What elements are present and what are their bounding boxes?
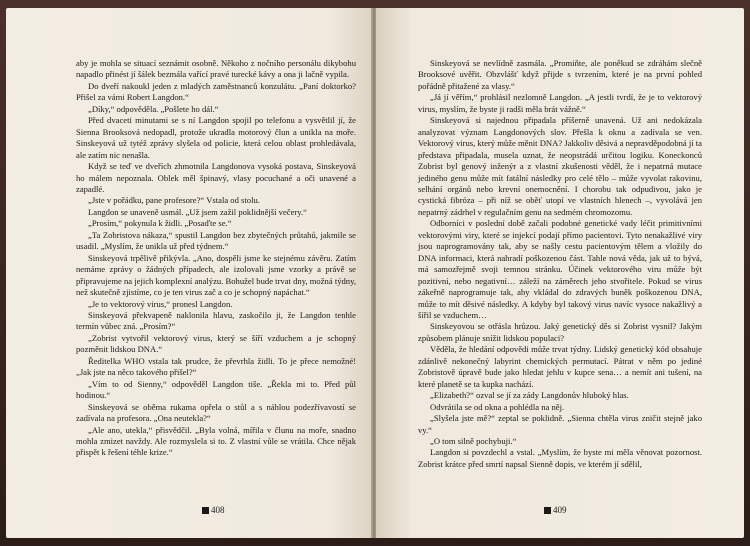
paragraph: Sinskeyovou se otřásla hrůzou. Jaký genetický děs si Zobrist vysnil? Jakým způsobem plánuje snížit lidskou populaci? xyxy=(418,321,702,343)
paragraph: „Ale ano, utekla,“ přisvědčil. „Byla volná, mířila v člunu na moře, snadno mohla zmizet navždy. Ale rozmyslela si to. Z vlastní vůle se vrátila. Chce nějak přispět k řešení téhle krize.“ xyxy=(76,424,356,458)
paragraph: „Elizabeth?“ ozval se jí za zády Langdonův hluboký hlas. xyxy=(430,390,629,401)
paragraph: Langdon se unaveně usmál. „Už jsem zažil poklidnější večery.“ xyxy=(88,206,307,217)
paragraph: „Prosím,“ pokynula k židli. „Posaďte se.“ xyxy=(88,218,232,229)
paragraph: Sinskeyová se nevlídně zasmála. „Promiňte, ale poněkud se zdráhám slečně Brooksové uvěřit. Obzvlášť když přijde s tvrzením, které je na první pohled pořádně přitažené za vlasy.“ xyxy=(418,58,702,91)
page-number-text: 409 xyxy=(553,505,567,515)
page-number-text: 408 xyxy=(211,505,225,515)
page-number xyxy=(202,505,225,515)
paragraph: „Ta Zobristova nákaza,“ spustil Langdon bez zbytečných průtahů, jakmile se usadil. „Myslím, že unikla už před týdnem.“ xyxy=(76,229,356,252)
paragraph: „Jste v pořádku, pane profesore?“ Vstala od stolu. xyxy=(88,195,260,206)
right-page-text xyxy=(418,58,702,470)
paragraph: Odborníci v poslední době začali podobné genetické vady léčit primitivními vektorovými viry, které se injekcí podají přímo pacientovi. Tyto nenakažlivé viry jsou naprogramovány tak, aby se našly cestu pacientovým tělem a vložily do DNA informaci, která nahradí poškozenou část. Tahle nová věda, jak už to bývá, má samozřejmě svoji temnou stránku. Účinek vektorového viru může být pozitivní, nebo negativní… záleží na záměrech jeho stvořitele. Pokud se virus zákeřně naprogramuje tak, aby vkládal do zdravých buněk poškozenou DNA, může to mít děsivé následky. A kdyby byl takový virus navíc vysoce nakažlivý a šířil se vzduchem… xyxy=(418,218,702,320)
paragraph: „Vím to od Sienny,“ odpověděl Langdon tiše. „Řekla mi to. Před půl hodinou.“ xyxy=(76,378,356,401)
right-page xyxy=(376,8,744,538)
paragraph: „Je to vektorový virus,“ pronesl Langdon. xyxy=(88,298,233,309)
left-page xyxy=(6,8,372,538)
paragraph: Sinskeyová překvapeně naklonila hlavu, zaskočilo ji, že Langdon tenhle termín vůbec zná. „Prosím?“ xyxy=(76,309,356,332)
paragraph: Do dveří nakoukl jeden z mladých zaměstnanců konzulátu. „Paní doktorko? Přišel za vámi Robert Langdon.“ xyxy=(76,80,356,103)
left-page-text xyxy=(76,58,356,459)
paragraph: Sinskeyová trpělivě přikývla. „Ano, dospěli jsme ke stejnému závěru. Zatím nemáme zprávy o žádných případech, ale izolovali jsme vzorky a právě se připravujeme na jejich komplexní analýzu. Bohužel bude trvat dny, možná týdny, než skutečně zjistíme, co je ten virus zač a co je schopný napáchat.“ xyxy=(76,252,356,298)
paragraph: Ředitelka WHO vstala tak prudce, že převrhla židli. To je přece nemožné! „Jak jste na něco takového přišel?“ xyxy=(76,355,356,378)
paragraph: „O tom silně pochybuji.“ xyxy=(430,435,517,446)
paragraph: Odvrátila se od okna a pohlédla na něj. xyxy=(430,401,565,412)
paragraph: „Díky,“ odpověděla. „Pošlete ho dál.“ xyxy=(88,103,219,114)
paragraph: Sinskeyová si najednou připadala příšerně unavená. Už ani nedokázala analyzovat význam Langdonových slov. Přešla k oknu a zadívala se ven. Vektorový virus, který může měnit DNA? Jakkoliv děsivá a nepravděpodobná jí ta představa připadala, musela uznat, že neopstrádá určitou logiku. Koneckonců Zobrist byl genový inženýr a z vlastní zkušenosti věděl, že i nepatrná mutace jediného genu může mít fatální následky pro celé tělo – může vyvolat rakovinu, selhání orgánů nebo krevní onemocnění. I chorobu tak odpudivou, jako je cystická fibróza – při níž se oběť utopí ve vlastních hlenech –, vyvolává jen nepatrný zádrhel v regulačním genu na sedmém chromozomu. xyxy=(418,115,702,217)
paragraph: „Slyšela jste mě?“ zeptal se poklidně. „Sienna chtěla virus zničit stejně jako vy.“ xyxy=(418,413,702,435)
paragraph: Když se teď ve dveřích zhmotnila Langdonova vysoká postava, Sinskeyová ho málem nepoznala. Oblek měl špinavý, vlasy pocuchané a oči unavené a zapadlé. xyxy=(76,161,356,194)
paragraph: Před dvaceti minutami se s ní Langdon spojil po telefonu a vysvětlil jí, že Sienna Brooksová nedopadl, protože ukradla motorový člun a unikla na moře. Sinskeyová už tytéž zprávy slyšela od policie, která celou oblast prohledávala, ale zatím nic nenašla. xyxy=(76,115,356,160)
page-number xyxy=(544,505,567,515)
folio-square-icon xyxy=(202,507,209,514)
paragraph: Věděla, že hledání odpovědi může trvat týdny. Lidský genetický kód obsahuje zdánlivě nekonečný labyrint chemických permutací. Pátrat v něm po jediné Zobristově úpravě bude jako hledat jehlu v kupce sena… a nemít ani tušení, na které planetě se ta kupka nachází. xyxy=(418,344,702,389)
paragraph: Sinskeyová se oběma rukama opřela o stůl a s náhlou podezřívavostí se zadívala na profesora. „Ona neutekla?“ xyxy=(76,401,356,424)
paragraph: aby je mohla se situací seznámit osobně. Někoho z nočního personálu dikybohu napadlo přinést jí šálek bezmála vařící pravé turecké kávy a ona ji lačně vypila. xyxy=(76,58,356,80)
paragraph: „Zobrist vytvořil vektorový virus, který se šíří vzduchem a je schopný pozměnit lidskou DNA.“ xyxy=(76,332,356,355)
paragraph: „Já jí věřím,“ prohlásil nezlomně Langdon. „A jestli tvrdí, že je to vektorový virus, myslím, že byste ji radši měla brát vážně.“ xyxy=(418,92,702,114)
paragraph: Langdon si povzdechl a vstal. „Myslím, že byste mi měla věnovat pozornost. Zobrist krátce před smrtí napsal Sienně dopis, ve kterém jí sdělil, xyxy=(418,447,702,469)
folio-square-icon xyxy=(544,507,551,514)
